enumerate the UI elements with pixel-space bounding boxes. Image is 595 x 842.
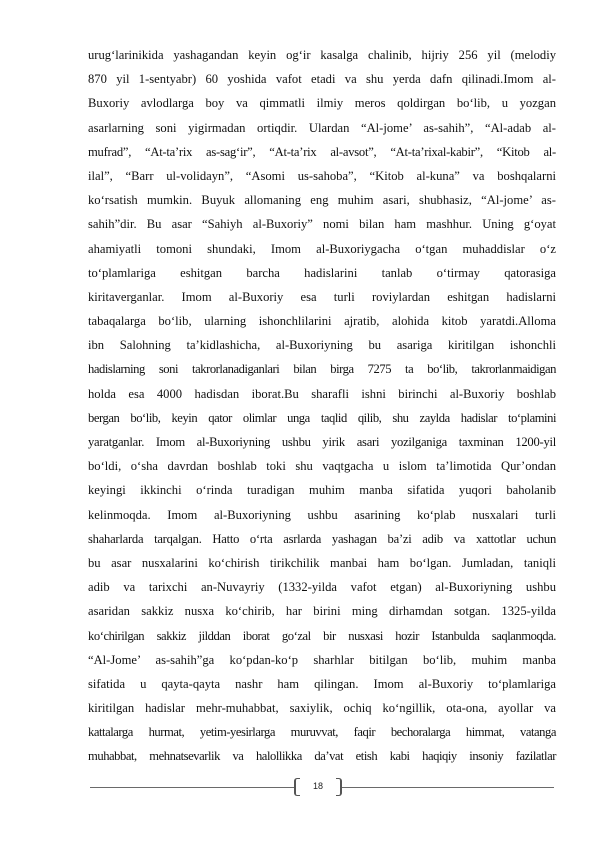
text-line: kattalarga hurmat, yetim-yesirlarga muruvvat, faqir bechoralarga himmat, vatanga (88, 725, 556, 740)
text-line: Buxoriy avlodlarga boy va qimmatli ilmiy meros qoldirgan bo‘lib, u yozgan (88, 96, 556, 111)
text-line: bergan bo‘lib, keyin qator olimlar unga taqlid qilib, shu zaylda hadislar to‘plamini (88, 410, 556, 425)
text-line: kiritilgan hadislar mehr-muhabbat, saxiylik, ochiq ko‘ngillik, ota-ona, ayollar va (88, 701, 556, 716)
text-line: 870 yil 1-sentyabr) 60 yoshida vafot etadi va shu yerda dafn qilinadi.Imom al- (88, 72, 556, 87)
text-line: urug‘larinikida yashagandan keyin og‘ir kasalga chalinib, hijriy 256 yil (melodiy (88, 48, 556, 62)
footer-rule-left (90, 787, 294, 788)
text-line: keyingi ikkinchi o‘rinda turadigan muhim manba sifatida yuqori baholanib (88, 483, 556, 498)
text-line: holda esa 4000 hadisdan iborat.Bu sharafli ishni birinchi al-Buxoriy boshlab (88, 386, 556, 401)
text-line: tabaqalarga bo‘lib, ularning ishonchlilarini ajratib, alohida kitob yaratdi.Alloma (88, 314, 556, 329)
text-line: sahih”dir. Bu asar “Sahiyh al-Buxoriy” nomi bilan ham mashhur. Uning g‘oyat (88, 217, 556, 232)
document-body (88, 43, 556, 769)
text-line: muhabbat, mehnatsevarlik va halollikka da’vat etish kabi haqiqiy insoniy fazilatlar (88, 749, 556, 764)
text-line: bo‘ldi, o‘sha davrdan boshlab toki shu vaqtgacha u islom ta’limotida Qur’ondan (88, 459, 556, 474)
text-line: kelinmoqda. Imom al-Buxoriyning ushbu asarining ko‘plab nusxalari turli (88, 507, 556, 522)
text-line: ilal”, “Barr ul-volidayn”, “Asomi us-sahoba”, “Kitob al-kuna” va boshqalarni (88, 168, 556, 183)
text-line: ko‘chirilgan sakkiz jilddan iborat go‘zal bir nusxasi hozir Istanbulda saqlanmoqda. (88, 628, 556, 643)
text-line: bu asar nusxalarini ko‘chirish tirikchilik manbai ham bo‘lgan. Jumladan, taniqli (88, 555, 556, 570)
text-line: “Al-Jome’ as-sahih”ga ko‘pdan-ko‘p sharhlar bitilgan bo‘lib, muhim manba (88, 652, 556, 667)
text-line: shaharlarda tarqalgan. Hatto o‘rta asrlarda yashagan ba’zi adib va xattotlar uchun (88, 531, 556, 546)
text-line: hadislarning soni takrorlanadiganlari bilan birga 7275 ta bo‘lib, takrorlanmaidigan (88, 362, 556, 377)
text-line: asarlarning soni yigirmadan ortiqdir. Ulardan “Al-jome’ as-sahih”, “Al-adab al- (88, 120, 556, 135)
text-line: ahamiyatli tomoni shundaki, Imom al-Buxoriygacha o‘tgan muhaddislar o‘z (88, 241, 556, 256)
text-line: adib va tarixchi an-Nuvayriy (1332-yilda vafot etgan) al-Buxoriyning ushbu (88, 580, 556, 595)
text-line: mufrad”, “At-ta’rix as-sag‘ir”, “At-ta’rix al-avsot”, “At-ta’rixal-kabir”, “Kitob al- (88, 144, 556, 159)
text-line: asaridan sakkiz nusxa ko‘chirib, har birini ming dirhamdan sotgan. 1325-yilda (88, 604, 556, 619)
footer-rule-right (342, 787, 554, 788)
text-line: yaratganlar. Imom al-Buxoriyning ushbu yirik asari yozilganiga taxminan 1200-yil (88, 435, 556, 449)
text-line: sifatida u qayta-qayta nashr ham qilingan. Imom al-Buxoriy to‘plamlariga (88, 676, 556, 691)
text-line: ko‘rsatish mumkin. Buyuk allomaning eng muhim asari, shubhasiz, “Al-jome’ as- (88, 193, 556, 208)
text-line: ibn Salohning ta’kidlashicha, al-Buxoriyning bu asariga kiritilgan ishonchli (88, 338, 556, 353)
text-line: kiritaverganlar. Imom al-Buxoriy esa turli roviylardan eshitgan hadislarni (88, 289, 556, 304)
page-number: 18 (312, 781, 323, 791)
text-line: to‘plamlariga eshitgan barcha hadislarini tanlab o‘tirmay qatorasiga (88, 265, 556, 280)
page-footer (88, 775, 556, 799)
